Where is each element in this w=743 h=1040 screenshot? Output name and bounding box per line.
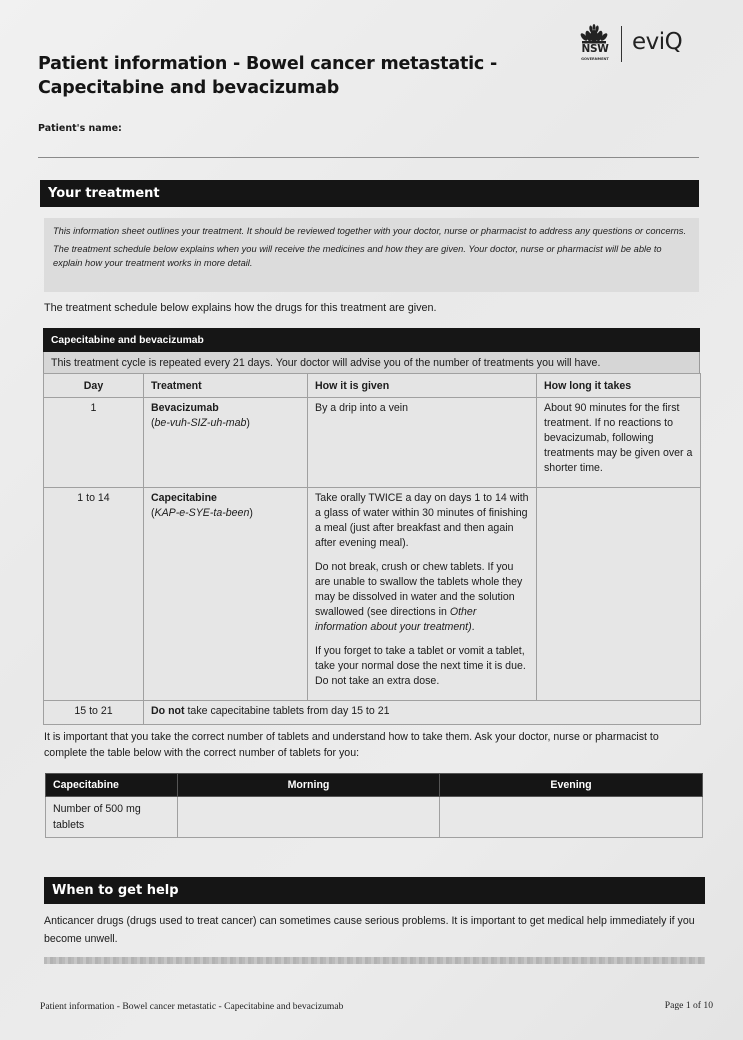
- morning-tablets-field[interactable]: [178, 797, 440, 838]
- info-box: [44, 218, 699, 292]
- paren-close: ): [246, 417, 250, 429]
- cycle-note-text: This treatment cycle is repeated every 21 days. Your doctor will advise you of the number of treatments you will have.: [51, 356, 601, 369]
- drug-name: Capecitabine: [151, 492, 217, 504]
- pronunciation: [151, 416, 300, 431]
- page-number: Page 1 of 10: [664, 1000, 713, 1011]
- cycle-note: [43, 352, 700, 373]
- evening-tablets-field[interactable]: [440, 797, 703, 838]
- pronunciation-text: be-vuh-SIZ-uh-mab: [154, 417, 247, 429]
- table-row: [44, 398, 701, 488]
- table-row: [46, 797, 703, 838]
- title-line-2: Capecitabine and bevacizumab: [38, 78, 340, 98]
- column-header-capecitabine: Capecitabine: [46, 774, 178, 797]
- footer-title: Patient information - Bowel cancer metastatic - Capecitabine and bevacizumab: [40, 1001, 344, 1012]
- drug-name: Bevacizumab: [151, 402, 219, 414]
- nsw-text: NSW: [581, 43, 609, 55]
- pronunciation-text: KAP-e-SYE-ta-been: [154, 507, 250, 519]
- how-given-text: If you forget to take a tablet or vomit a tablet, take your normal dose the next time it is due. Do not take an extra dose.: [315, 645, 526, 687]
- cell-how-long: [537, 488, 701, 701]
- schedule-header-row: [44, 374, 701, 398]
- divider: [44, 957, 705, 964]
- column-header-evening: Evening: [440, 774, 703, 797]
- cell-how-given: [308, 488, 537, 701]
- tablet-header-row: [46, 774, 703, 797]
- cell-day: 1 to 14: [44, 488, 144, 701]
- cell-note: [144, 701, 701, 725]
- column-header-how-long: How long it takes: [537, 374, 701, 398]
- pronunciation: [151, 506, 300, 521]
- info-paragraph: This information sheet outlines your treatment. It should be reviewed together with your doctor, nurse or pharmacist to address any questions or concerns.: [53, 226, 687, 236]
- paren-open: (: [151, 417, 155, 429]
- schedule-table: [43, 373, 701, 725]
- column-header-morning: Morning: [178, 774, 440, 797]
- help-text: Anticancer drugs (drugs used to treat cancer) can sometimes cause serious problems. It is important to get medical help immediately if you become unwell.: [44, 915, 695, 945]
- column-header-how-given: How it is given: [308, 374, 537, 398]
- waratah-icon: [580, 24, 608, 44]
- row-label-tablets: Number of 500 mg tablets: [46, 797, 178, 838]
- schedule-title: [43, 328, 700, 352]
- table-row: [44, 701, 701, 725]
- paren-open: (: [151, 507, 155, 519]
- how-given-text: Take orally TWICE a day on days 1 to 14 with a glass of water within 30 minutes of finishing a meal (just after breakfast and then again after evening meal).: [315, 492, 529, 549]
- section-heading-your-treatment: [40, 180, 699, 207]
- how-given-part: Do not break, crush or chew tablets. If you are unable to swallow the tablets whole they may be dissolved in water and the solution swallowed (see directions in: [315, 561, 523, 618]
- cell-day: 15 to 21: [44, 701, 144, 725]
- cell-day: 1: [44, 398, 144, 488]
- title-line-1: Patient information - Bowel cancer metastatic -: [38, 54, 498, 74]
- note-bold: Do not: [151, 705, 185, 717]
- important-note: It is important that you take the correct number of tablets and understand how to take them. Ask your doctor, nurse or pharmacist to complete the table below with the correct number of tablets for you:: [44, 731, 659, 759]
- cell-how-given: [308, 398, 537, 488]
- paren-close: ): [249, 507, 253, 519]
- cell-treatment: [144, 398, 308, 488]
- schedule-intro: The treatment schedule below explains how the drugs for this treatment are given.: [44, 302, 437, 314]
- period: .: [471, 621, 475, 633]
- schedule-title-text: Capecitabine and bevacizumab: [51, 334, 204, 346]
- table-row: [44, 488, 701, 701]
- column-header-day: Day: [44, 374, 144, 398]
- logo-divider: [621, 26, 622, 62]
- section-heading-text: Your treatment: [48, 186, 160, 201]
- how-given-text: [315, 560, 529, 635]
- eviq-brand: eviQ: [632, 29, 683, 55]
- tablet-count-table: [45, 773, 703, 838]
- other-info-reference: Other information about your treatment): [315, 606, 477, 633]
- cell-treatment: [144, 488, 308, 701]
- how-given-text: By a drip into a vein: [315, 402, 409, 414]
- cell-how-long: About 90 minutes for the first treatment. If no reactions to bevacizumab, following treatments may be given over a shorter time.: [537, 398, 701, 488]
- page-title: [38, 52, 558, 100]
- patient-name-field[interactable]: [38, 157, 699, 158]
- note-text: take capecitabine tablets from day 15 to 21: [184, 705, 390, 717]
- info-paragraph: The treatment schedule below explains when you will receive the medicines and how they are given. Your doctor, nurse or pharmacist will be able to explain how your treatment works in more detail.: [53, 244, 662, 268]
- nsw-eviq-logo: [576, 24, 706, 66]
- section-heading-when-to-get-help: [44, 877, 705, 904]
- column-header-treatment: Treatment: [144, 374, 308, 398]
- nsw-government-logo: [576, 24, 612, 64]
- government-text: GOVERNMENT: [581, 57, 609, 61]
- patient-name-label: Patient's name:: [38, 123, 122, 134]
- treatment-schedule: [43, 328, 700, 725]
- section-heading-text: When to get help: [52, 883, 179, 898]
